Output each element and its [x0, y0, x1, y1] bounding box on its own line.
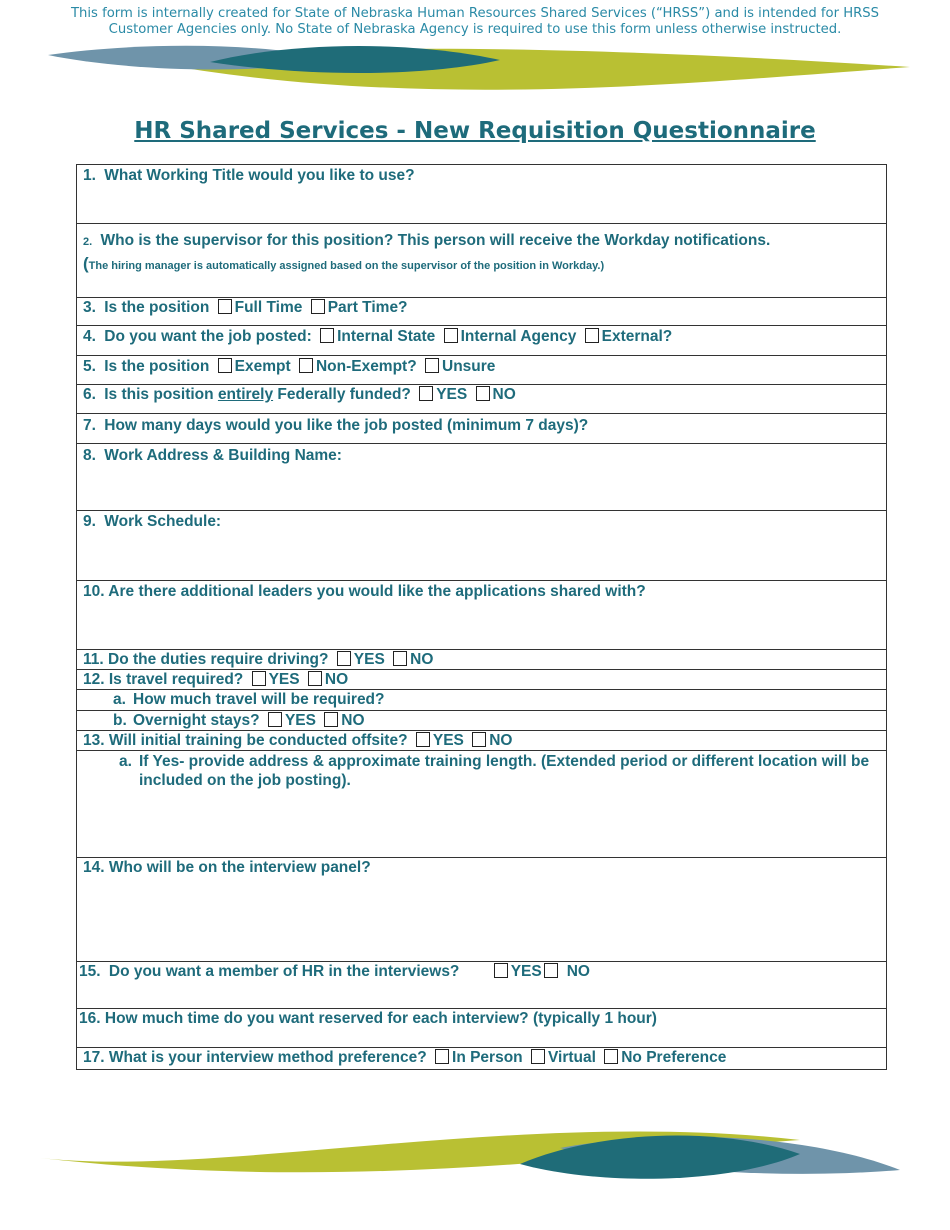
page-title: HR Shared Services - New Requisition Questionnaire	[134, 118, 816, 144]
overnight-no-label: NO	[341, 712, 365, 729]
questionnaire-table	[76, 164, 887, 1070]
virtual-label: Virtual	[547, 1049, 596, 1066]
q17-number: 17.	[83, 1049, 105, 1066]
hr-no-checkbox[interactable]	[544, 963, 558, 978]
q12-text: Is travel required?	[108, 671, 244, 688]
q1-number: 1.	[83, 167, 96, 184]
virtual-checkbox[interactable]	[531, 1049, 545, 1064]
q9-text: Work Schedule:	[104, 513, 222, 530]
q6-text-b: Federally funded?	[277, 386, 411, 403]
no-preference-label: No Preference	[621, 1049, 727, 1066]
q4-row	[77, 326, 887, 356]
driving-yes-checkbox[interactable]	[337, 651, 351, 666]
q10-number: 10.	[83, 583, 105, 600]
federal-yes-label: YES	[436, 386, 468, 403]
q16-row	[77, 1009, 887, 1048]
q17-text: What is your interview method preference?	[108, 1049, 427, 1066]
overnight-yes-checkbox[interactable]	[268, 712, 282, 727]
q17-row	[77, 1048, 887, 1070]
q8-number: 8.	[83, 447, 96, 464]
q16-text: How much time do you want reserved for each interview? (typically 1 hour)	[104, 1010, 657, 1027]
driving-no-checkbox[interactable]	[393, 651, 407, 666]
q3-row	[77, 298, 887, 326]
in-person-checkbox[interactable]	[435, 1049, 449, 1064]
full-time-label: Full Time	[234, 299, 303, 316]
q6-row	[77, 385, 887, 414]
q13-text: Will initial training be conducted offsite?	[108, 732, 408, 749]
q3-text: Is the position	[104, 299, 210, 316]
driving-no-label: NO	[410, 651, 434, 668]
q13-row	[77, 731, 887, 751]
q12a-label: a.	[113, 691, 126, 708]
disclaimer-text: This form is internally created for State of Nebraska Human Resources Shared Services (“HRSS”) and is intended for HRSS Customer Agencies only. No State of Nebraska Agency is required to use this form unless otherwise instructed.	[70, 6, 880, 37]
footer-swoosh-decoration	[0, 1118, 950, 1198]
q12a-row	[77, 690, 887, 711]
unsure-checkbox[interactable]	[425, 358, 439, 373]
internal-agency-checkbox[interactable]	[444, 328, 458, 343]
q1-row	[77, 165, 887, 224]
q5-row	[77, 356, 887, 385]
q13a-block	[83, 752, 880, 790]
q10-text: Are there additional leaders you would like the applications shared with?	[108, 583, 646, 600]
non-exempt-label: Non-Exempt?	[315, 358, 417, 375]
q3-number: 3.	[83, 299, 96, 316]
q12b-label: b.	[113, 712, 127, 729]
no-preference-checkbox[interactable]	[604, 1049, 618, 1064]
q7-text: How many days would you like the job posted (minimum 7 days)?	[104, 417, 589, 434]
q2-row	[77, 224, 887, 298]
q6-text-a: Is this position	[104, 386, 214, 403]
training-no-label: NO	[489, 732, 513, 749]
q2-text: Who is the supervisor for this position? This person will receive the Workday notifications.	[100, 232, 771, 249]
q13a-row	[77, 751, 887, 858]
q6-number: 6.	[83, 386, 96, 403]
driving-yes-label: YES	[353, 651, 385, 668]
q6-text-underlined: entirely	[217, 386, 274, 403]
training-yes-checkbox[interactable]	[416, 732, 430, 747]
internal-state-label: Internal State	[337, 328, 436, 345]
q12b-row	[77, 711, 887, 731]
header-swoosh-decoration	[0, 40, 950, 110]
training-yes-label: YES	[432, 732, 464, 749]
q14-row	[77, 858, 887, 962]
q7-row	[77, 414, 887, 444]
q16-number: 16.	[79, 1010, 101, 1027]
q11-number: 11.	[83, 651, 104, 668]
q5-text: Is the position	[104, 358, 210, 375]
external-checkbox[interactable]	[585, 328, 599, 343]
q7-number: 7.	[83, 417, 96, 434]
q8-row	[77, 444, 887, 511]
hr-yes-label: YES	[510, 963, 542, 980]
unsure-label: Unsure	[442, 358, 496, 375]
q4-text: Do you want the job posted:	[104, 328, 312, 345]
hr-yes-checkbox[interactable]	[494, 963, 508, 978]
q10-row	[77, 581, 887, 650]
q9-number: 9.	[83, 513, 96, 530]
external-label: External?	[601, 328, 673, 345]
travel-no-checkbox[interactable]	[308, 671, 322, 686]
travel-yes-checkbox[interactable]	[252, 671, 266, 686]
exempt-checkbox[interactable]	[218, 358, 232, 373]
q2-note: The hiring manager is automatically assigned based on the supervisor of the position in Workday.)	[88, 260, 605, 272]
q2-note-paren: (	[83, 254, 89, 273]
q12b-text: Overnight stays?	[133, 712, 260, 729]
q15-text: Do you want a member of HR in the interviews?	[108, 963, 460, 980]
hr-no-label: NO	[566, 963, 590, 980]
part-time-checkbox[interactable]	[311, 299, 325, 314]
q14-number: 14.	[83, 859, 105, 876]
travel-yes-label: YES	[268, 671, 300, 688]
q13a-label: a.	[119, 753, 132, 770]
training-no-checkbox[interactable]	[472, 732, 486, 747]
part-time-label: Part Time?	[327, 299, 408, 316]
q1-text: What Working Title would you like to use?	[104, 167, 415, 184]
overnight-no-checkbox[interactable]	[324, 712, 338, 727]
q13-number: 13.	[83, 732, 105, 749]
q13a-text: If Yes- provide address & approximate training length. (Extended period or different location will be included on the job posting).	[139, 753, 870, 789]
full-time-checkbox[interactable]	[218, 299, 232, 314]
federal-no-label: NO	[492, 386, 516, 403]
q11-text: Do the duties require driving?	[108, 651, 329, 668]
q9-row	[77, 511, 887, 581]
q14-text: Who will be on the interview panel?	[108, 859, 371, 876]
exempt-label: Exempt	[234, 358, 291, 375]
q4-number: 4.	[83, 328, 96, 345]
q11-row	[77, 650, 887, 670]
q2-number: 2.	[83, 236, 93, 248]
internal-agency-label: Internal Agency	[460, 328, 577, 345]
q8-text: Work Address & Building Name:	[104, 447, 342, 464]
q5-number: 5.	[83, 358, 96, 375]
q12a-text: How much travel will be required?	[133, 691, 385, 708]
q15-number: 15.	[79, 963, 101, 980]
federal-no-checkbox[interactable]	[476, 386, 490, 401]
federal-yes-checkbox[interactable]	[419, 386, 433, 401]
non-exempt-checkbox[interactable]	[299, 358, 313, 373]
internal-state-checkbox[interactable]	[320, 328, 334, 343]
in-person-label: In Person	[452, 1049, 523, 1066]
overnight-yes-label: YES	[284, 712, 316, 729]
q12-number: 12.	[83, 671, 105, 688]
q15-row	[77, 962, 887, 1009]
travel-no-label: NO	[324, 671, 349, 688]
q12-row	[77, 670, 887, 690]
